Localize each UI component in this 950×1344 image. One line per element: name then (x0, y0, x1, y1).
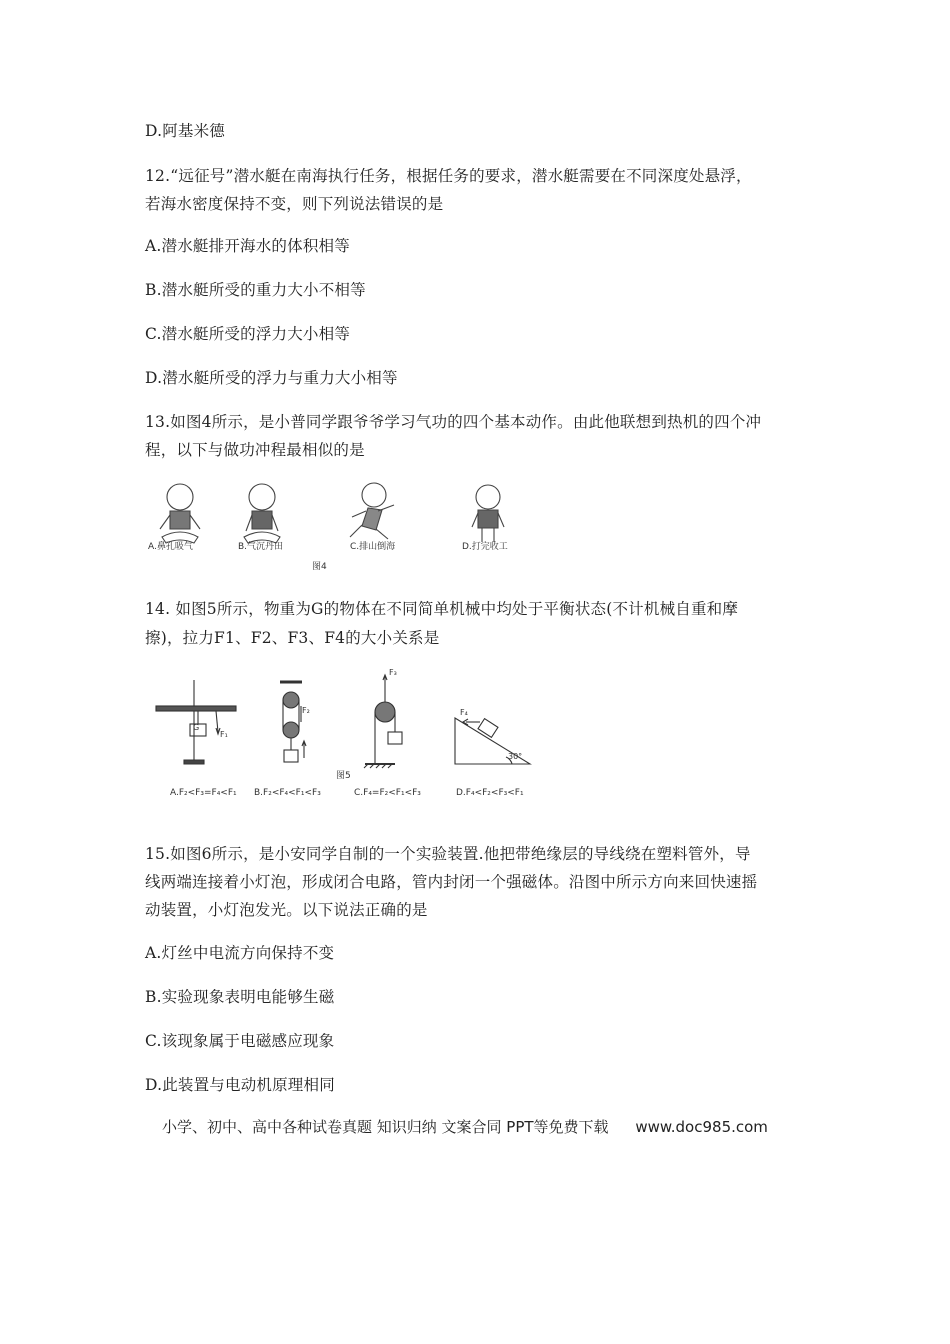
footer-link[interactable]: www.doc985.com (635, 1118, 768, 1136)
figure-4-label-c: C.排山倒海 (350, 542, 396, 552)
figure-5-mark-f1: F₁ (220, 730, 228, 739)
page-footer (162, 1116, 768, 1137)
q14-stem-line2: 擦)，拉力F1、F2、F3、F4的大小关系是 (145, 629, 440, 647)
q14-stem-line1: 14. 如图5所示，物重为G的物体在不同简单机械中均处于平衡状态(不计机械自重和摩 (145, 600, 739, 618)
figure-4-person-a (160, 484, 200, 543)
footer-text: 小学、初中、高中各种试卷真题 知识归纳 文案合同 PPT等免费下载 (162, 1118, 609, 1136)
q11-option-d: D.阿基米德 (145, 122, 226, 140)
figure-5-double-pulley (280, 682, 306, 762)
figure-5-label-a: A.F₂<F₃=F₄<F₁ (170, 788, 237, 798)
figure-4-person-d (472, 485, 504, 542)
figure-5-mark-g-lever: G (193, 723, 200, 732)
q15-option-a: A.灯丝中电流方向保持不变 (145, 944, 335, 962)
figure-5-caption: 图5 (336, 771, 351, 781)
q15-option-d: D.此装置与电动机原理相同 (145, 1076, 335, 1094)
figure-4 (140, 475, 540, 575)
q12-option-d: D.潜水艇所受的浮力与重力大小相等 (145, 369, 398, 387)
figure-4-label-d: D.打完收工 (462, 542, 508, 552)
figure-5-mark-f2: F₂ (302, 706, 310, 715)
q15-option-c: C.该现象属于电磁感应现象 (145, 1032, 335, 1050)
q12-option-b: B.潜水艇所受的重力大小不相等 (145, 281, 366, 299)
figure-5-single-pulley (364, 675, 402, 768)
q13-stem-line1: 13.如图4所示，是小普同学跟爷爷学习气功的四个基本动作。由此他联想到热机的四个冲 (145, 413, 762, 431)
figure-5-label-c: C.F₄=F₂<F₁<F₃ (354, 788, 421, 798)
q12-stem-line2: 若海水密度保持不变，则下列说法错误的是 (145, 195, 444, 213)
q15-stem-line3: 动装置，小灯泡发光。以下说法正确的是 (145, 901, 428, 919)
q13-stem-line2: 程，以下与做功冲程最相似的是 (145, 441, 365, 459)
q15-stem-line1: 15.如图6所示，是小安同学自制的一个实验装置.他把带绝缘层的导线绕在塑料管外，导 (145, 845, 751, 863)
figure-4-person-c (350, 483, 394, 539)
figure-5 (150, 664, 540, 804)
q15-option-b: B.实验现象表明电能够生磁 (145, 988, 335, 1006)
figure-5-label-d: D.F₄<F₂<F₃<F₁ (456, 788, 524, 798)
figure-5-mark-angle: 30° (508, 752, 523, 761)
figure-5-mark-f4: F₄ (460, 708, 468, 717)
figure-4-drawing (140, 475, 540, 575)
q12-stem-line1: 12.“远征号”潜水艇在南海执行任务，根据任务的要求，潜水艇需要在不同深度处悬浮， (145, 167, 752, 185)
q12-option-c: C.潜水艇所受的浮力大小相等 (145, 325, 351, 343)
figure-4-label-b: B.气沉丹田 (238, 542, 284, 552)
q15-stem-line2: 线两端连接着小灯泡，形成闭合电路，管内封闭一个强磁体。沿图中所示方向来回快速摇 (145, 873, 758, 891)
figure-4-person-b (244, 484, 280, 543)
figure-5-lever (156, 680, 236, 764)
figure-5-mark-f3: F₃ (389, 668, 397, 677)
figure-5-drawing (150, 664, 540, 804)
figure-4-label-a: A.鼻孔吸气 (148, 542, 193, 552)
figure-4-caption: 图4 (312, 562, 327, 572)
q12-option-a: A.潜水艇排开海水的体积相等 (145, 237, 350, 255)
figure-5-label-b: B.F₂<F₄<F₁<F₃ (254, 788, 321, 798)
